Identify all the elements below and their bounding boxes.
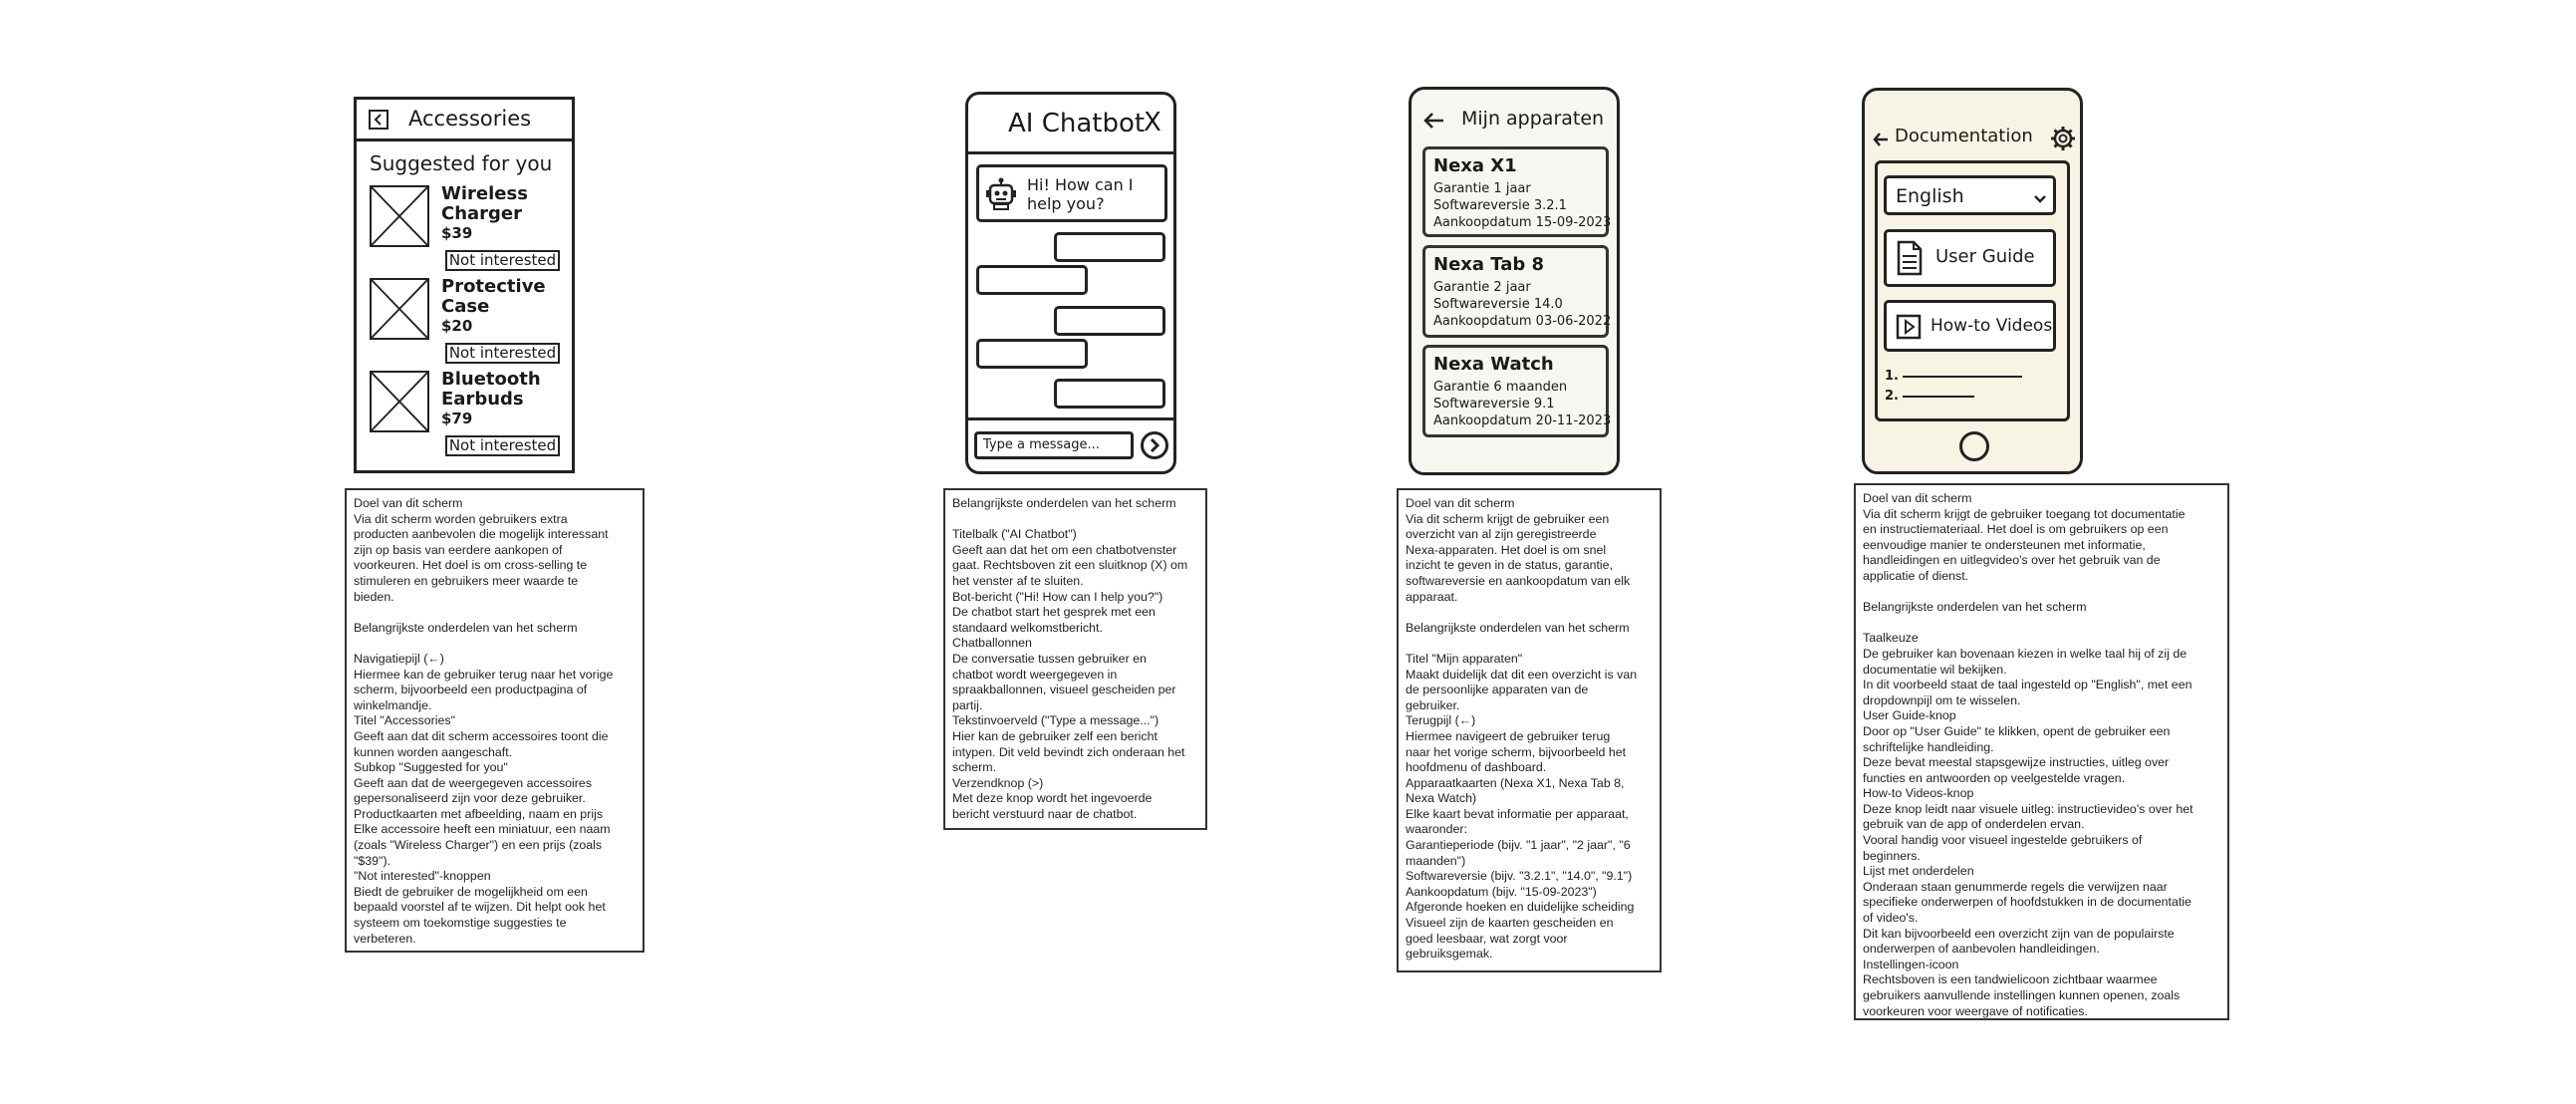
bot-message-text: Hi! How can I help you? [1027,175,1134,213]
robot-icon [985,177,1017,211]
chatbot-description: Belangrijkste onderdelen van het scherm Titelbalk ("AI Chatbot") Geeft aan dat het om een chatbotvenster gaat. Rechtsboven zit een sluitknop (X) om het venster af te sluiten. Bot-bericht ("Hi! How can I help you?") De chatbot start het gesprek met een standaard welkomstbericht. Chatballonnen De conversatie tussen gebruiker en chatbot wordt weergegeven in spraakballonnen, visueel gescheiden per partij. Tekstinvoerveld ("Type a message...") Hier kan de gebruiker zelf een bericht intypen. Dit veld bevindt zich onderaan het scherm. Verzendknop (>) Met deze knop wordt het ingevoerde bericht verstuurd naar de chatbot. [943,488,1207,830]
user-guide-button[interactable] [1884,229,2056,287]
product-name: Protective [441,276,546,297]
device-warranty: Garantie 1 jaar [1433,181,1531,196]
device-name: Nexa Tab 8 [1433,254,1545,275]
device-software: Softwareversie 14.0 [1433,297,1563,312]
product-name: Case [441,296,490,317]
product-image-placeholder [370,371,429,432]
document-icon [1897,240,1923,276]
back-arrow-icon[interactable] [369,110,388,130]
device-name: Nexa X1 [1433,155,1517,176]
product-name: Wireless [441,183,528,204]
chatbot-header [968,95,1173,154]
list-item-number: 1. [1885,369,1899,384]
product-price: $39 [441,224,473,242]
list-item-line[interactable] [1903,396,1974,398]
chatbot-screen [965,92,1176,474]
list-item-number: 2. [1885,389,1899,404]
send-button[interactable] [1141,431,1168,459]
documentation-description: Doel van dit scherm Via dit scherm krijgt de gebruiker toegang tot documentatie en instructiemateriaal. Het doel is om gebruikers op een eenvoudige manier te ondersteunen met informatie, handleidingen en uitlegvideo's over het gebruik van de applicatie of dienst. Belangrijkste onderdelen van het scherm Taalkeuze De gebruiker kan bovenaan kiezen in welke taal hij of zij de documentatie wil bekijken. In dit voorbeeld staat de taal ingesteld op "English", met een dropdownpijl om te wisselen. User Guide-knop Door op "User Guide" te klikken, opent de gebruiker een schriftelijke handleiding. Deze bevat meestal stapsgewijze instructies, uitleg over functies en antwoorden op veelgestelde vragen. How-to Videos-knop Deze knop leidt naar visuele uitleg: instructievideo's over het gebruik van de app of onderdelen ervan. Vooral handig voor visueel ingestelde gebruikers of beginners. Lijst met onderdelen Onderaan staan genummerde regels die verwijzen naar specifieke onderwerpen of hoofdstukken in de documentatie of video's. Dit kan bijvoorbeeld een overzicht zijn van de populairste onderwerpen of aanbevolen handleidingen. Instellingen-icoon Rechtsboven is een tandwielicoon zichtbaar waarmee gebruikers aanvullende instellingen kunnen openen, zoals voorkeuren voor weergave of notificaties. [1854,483,2229,1020]
not-interested-button[interactable]: Not interested [445,343,560,364]
page-title: Mijn apparaten [1461,108,1605,130]
device-card[interactable] [1422,245,1612,338]
devices-description: Doel van dit scherm Via dit scherm krijgt de gebruiker een overzicht van al zijn geregistreerde Nexa-apparaten. Het doel is om snel inzicht te geven in de status, garantie, softwareversie en aankoopdatum van elk apparaat. Belangrijkste onderdelen van het scherm Titel "Mijn apparaten" Maakt duidelijk dat dit een overzicht is van de persoonlijke apparaten van de gebruiker. Terugpijl (←) Hiermee navigeert de gebruiker terug naar het vorige scherm, bijvoorbeeld het hoofdmenu of dashboard. Apparaatkaarten (Nexa X1, Nexa Tab 8, Nexa Watch) Elke kaart bevat informatie per apparaat, waaronder: Garantieperiode (bijv. "1 jaar", "2 jaar", "6 maanden") Softwareversie (bijv. "3.2.1", "14.0", "9.1") Aankoopdatum (bijv. "15-09-2023") Afgeronde hoeken en duidelijke scheiding Visueel zijn de kaarten gescheiden en goed leesbaar, wat zorgt voor gebruiksgemak. [1397,488,1662,972]
device-purchase-date: Aankoopdatum 20-11-2023 [1433,414,1612,428]
user-chat-bubble [1054,379,1165,409]
howto-videos-label: How-to Videos [1931,316,2053,336]
user-guide-label: User Guide [1935,246,2035,267]
product-image-placeholder [370,185,429,247]
documentation-screen [1862,88,2083,474]
product-image-placeholder [370,278,429,340]
message-input[interactable]: Type a message... [974,431,1134,459]
accessories-screen [354,97,575,473]
list-item-line[interactable] [1903,376,2022,378]
page-title: Accessories [408,107,532,131]
not-interested-button[interactable]: Not interested [445,435,560,456]
accessories-header [357,100,572,141]
language-value: English [1896,185,1964,207]
device-software: Softwareversie 3.2.1 [1433,198,1567,213]
accessories-description: Doel van dit scherm Via dit scherm worden gebruikers extra producten aanbevolen die mogelijk interessant zijn op basis van eerdere aankopen of voorkeuren. Het doel is om cross-selling te stimuleren en gebruikers meer waarde te bieden. Belangrijkste onderdelen van het scherm Navigatiepijl (←) Hiermee kan de gebruiker terug naar het vorige scherm, bijvoorbeeld een productpagina of winkelmandje. Titel "Accessories" Geeft aan dat dit scherm accessoires toont die kunnen worden aangeschaft. Subkop "Suggested for you" Geeft aan dat de weergegeven accessoires gepersonaliseerd zijn voor deze gebruiker. Productkaarten met afbeelding, naam en prijs Elke accessoire heeft een miniatuur, een naam (zoals "Wireless Charger") en een prijs (zoals "$39"). "Not interested"-knoppen Biedt de gebruiker de mogelijkheid om een bepaald voorstel af te wijzen. Dit helpt ook het systeem om toekomstige suggesties te verbeteren. [345,488,644,953]
product-name: Charger [441,203,523,224]
language-dropdown[interactable] [1884,175,2056,215]
bot-chat-bubble [976,339,1088,369]
device-card[interactable] [1422,146,1612,237]
page-title: Documentation [1895,126,2033,146]
device-card[interactable] [1422,345,1612,437]
device-warranty: Garantie 2 jaar [1433,280,1531,295]
device-warranty: Garantie 6 maanden [1433,380,1568,395]
bot-chat-bubble [976,265,1088,295]
user-chat-bubble [1054,306,1165,336]
device-software: Softwareversie 9.1 [1433,397,1555,412]
product-name: Earbuds [441,389,524,410]
input-bar [968,417,1173,471]
product-price: $20 [441,317,473,335]
devices-screen [1409,87,1620,475]
product-price: $79 [441,410,473,427]
not-interested-button[interactable]: Not interested [445,250,560,271]
play-icon [1896,314,1922,340]
user-chat-bubble [1054,232,1165,262]
bot-message-bubble [976,164,1167,222]
back-arrow-icon[interactable] [1873,132,1889,145]
device-name: Nexa Watch [1433,354,1554,375]
home-button[interactable] [1959,431,1989,461]
device-purchase-date: Aankoopdatum 03-06-2022 [1433,314,1612,329]
device-purchase-date: Aankoopdatum 15-09-2023 [1433,215,1612,230]
close-icon[interactable]: X [1144,108,1161,138]
page-title: AI Chatbot [1008,109,1146,138]
product-name: Bluetooth [441,369,541,390]
howto-videos-button[interactable] [1884,300,2056,352]
gear-icon[interactable] [2050,126,2076,151]
back-arrow-icon[interactable] [1423,112,1445,130]
chevron-down-icon [2033,190,2047,202]
section-subtitle: Suggested for you [370,151,553,175]
